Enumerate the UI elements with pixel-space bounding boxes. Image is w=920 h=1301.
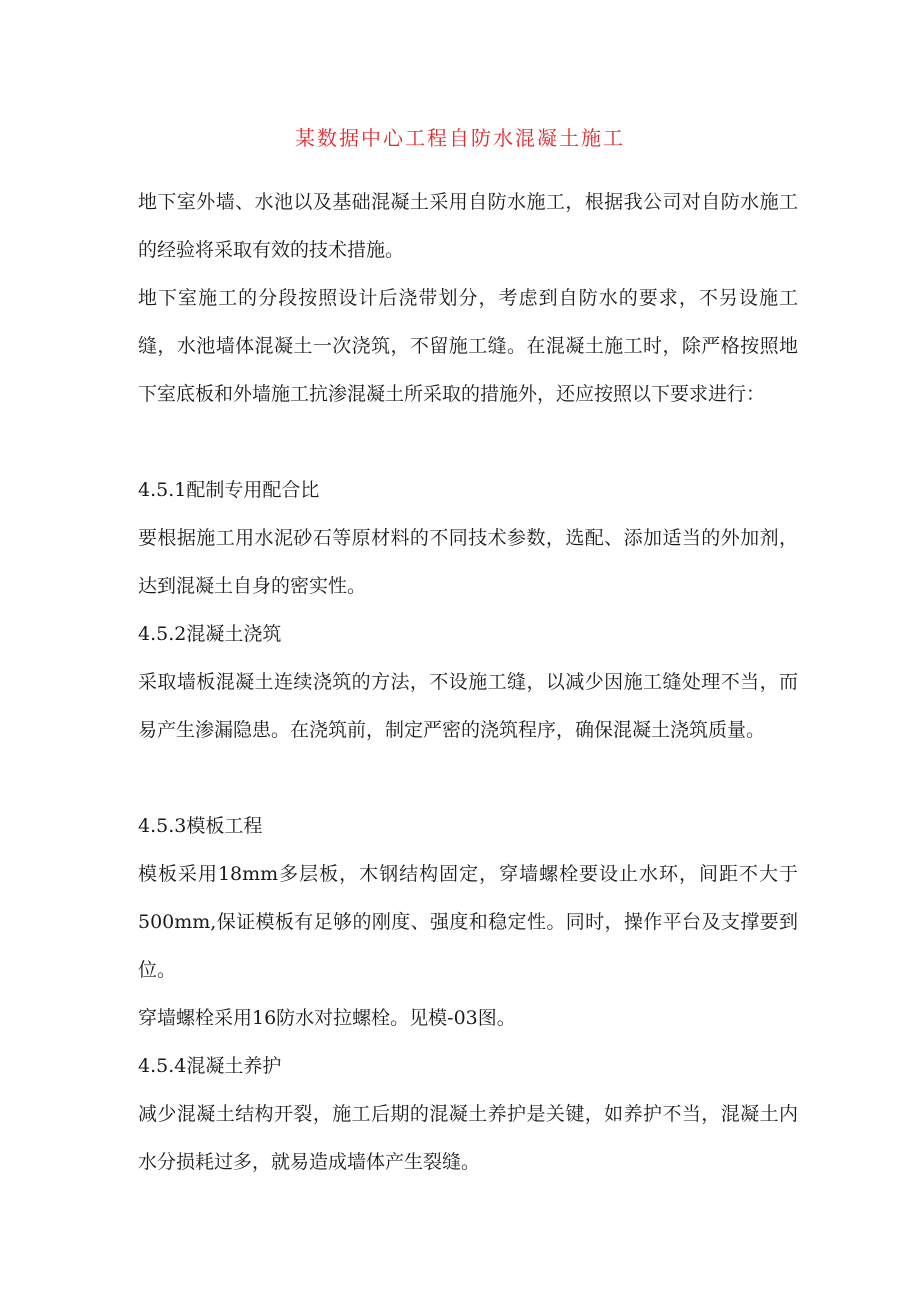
section-heading-4-5-3: 4.5.3模板工程: [138, 815, 263, 837]
paragraph-section-4-5-4: 减少混凝土结构开裂，施工后期的混凝土养护是关键，如养护不当，混凝土内水分损耗过多，就易造成墙体产生裂缝。: [138, 1103, 798, 1173]
paragraph-intro-2: 地下室施工的分段按照设计后浇带划分，考虑到自防水的要求，不另设施工缝，水池墙体混凝土一次浇筑，不留施工缝。在混凝土施工时，除严格按照地下室底板和外墙施工抗渗混凝土所采取的措施外，还应按照以下要求进行：: [138, 287, 798, 405]
section-heading-4-5-1: 4.5.1配制专用配合比: [138, 479, 320, 501]
paragraph-section-4-5-3-a: 模板采用18mm多层板，木钢结构固定，穿墙螺栓要设止水环，间距不大于500mm,保证模板有足够的刚度、强度和稳定性。同时，操作平台及支撑要到位。: [138, 863, 798, 981]
section-heading-4-5-2: 4.5.2混凝土浇筑: [138, 623, 282, 645]
paragraph-intro-1: 地下室外墙、水池以及基础混凝土采用自防水施工，根据我公司对自防水施工的经验将采取有效的技术措施。: [138, 191, 798, 261]
document-title: 某数据中心工程自防水混凝土施工: [295, 126, 625, 150]
paragraph-section-4-5-2: 采取墙板混凝土连续浇筑的方法，不设施工缝，以减少因施工缝处理不当，而易产生渗漏隐患。在浇筑前，制定严密的浇筑程序，确保混凝土浇筑质量。: [138, 671, 798, 741]
section-heading-4-5-4: 4.5.4混凝土养护: [138, 1055, 282, 1077]
paragraph-section-4-5-1: 要根据施工用水泥砂石等原材料的不同技术参数，选配、添加适当的外加剂，达到混凝土自身的密实性。: [138, 527, 798, 597]
paragraph-section-4-5-3-b: 穿墙螺栓采用16防水对拉螺栓。见模-03图。: [138, 1007, 516, 1029]
